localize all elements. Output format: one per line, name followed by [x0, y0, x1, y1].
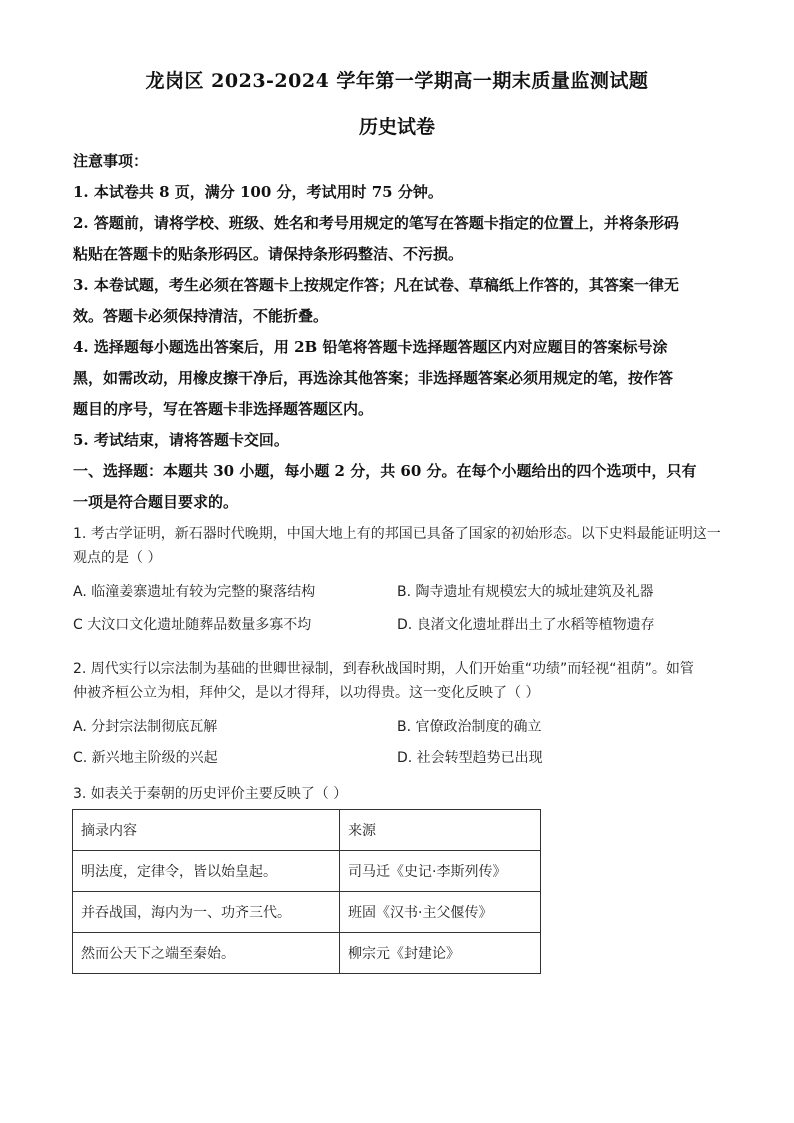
question-stem: 观点的是（ ）	[73, 550, 162, 566]
option-b: B. 官僚政治制度的确立	[397, 719, 542, 735]
instructions	[73, 148, 723, 515]
option-a: A. 分封宗法制彻底瓦解	[73, 719, 218, 735]
option-d: D. 社会转型趋势已出现	[397, 750, 543, 766]
note-line: 4. 选择题每小题选出答案后，用 2B 铅笔将答题卡选择题答题区内对应题目的答案标号涂	[73, 338, 668, 356]
question-3	[73, 782, 723, 806]
note-line: 5. 考试结束，请将答题卡交回。	[73, 431, 289, 449]
note-line: 效。答题卡必须保持清洁，不能折叠。	[73, 307, 329, 325]
table-cell: 班固《汉书·主父偃传》	[340, 892, 541, 933]
question-stem: 2. 周代实行以宗法制为基础的世卿世禄制，到春秋战国时期，人们开始重“功绩”而轻视“祖荫”。如管	[73, 661, 694, 677]
table-header-cell: 摘录内容	[73, 810, 340, 851]
table-cell: 司马迁《史记·李斯列传》	[340, 851, 541, 892]
table-row	[73, 892, 541, 933]
table-cell: 然而公天下之端至秦始。	[73, 933, 340, 974]
notes-heading: 注意事项：	[73, 152, 149, 170]
exam-title: 龙岗区 2023-2024 学年第一学期高一期末质量监测试题	[145, 70, 649, 92]
question-stem: 1. 考古学证明，新石器时代晚期，中国大地上有的邦国已具备了国家的初始形态。以下史料最能证明这一	[73, 526, 721, 542]
table-cell: 柳宗元《封建论》	[340, 933, 541, 974]
option-c: C 大汶口文化遗址随葬品数量多寡不均	[73, 617, 312, 633]
section-heading-cont: 一项是符合题目要求的。	[73, 493, 239, 511]
table-row	[73, 933, 541, 974]
option-b: B. 陶寺遗址有规模宏大的城址建筑及礼器	[397, 584, 654, 600]
note-line: 黑，如需改动，用橡皮擦干净后，再选涂其他答案；非选择题答案必须用规定的笔，按作答	[73, 369, 674, 387]
question-stem: 仲被齐桓公立为相，拜仲父，是以才得拜，以功得贵。这一变化反映了（ ）	[73, 685, 540, 701]
table-row	[73, 851, 541, 892]
exam-subtitle: 历史试卷	[358, 116, 435, 138]
note-line: 粘贴在答题卡的贴条形码区。请保持条形码整洁、不污损。	[73, 245, 464, 263]
question-1	[73, 522, 723, 637]
table-cell: 并吞战国，海内为一、功齐三代。	[73, 892, 340, 933]
section-heading: 一、选择题：本题共 30 小题，每小题 2 分，共 60 分。在每个小题给出的四个选项中，只有	[73, 462, 697, 480]
question-2	[73, 657, 723, 770]
note-line: 2. 答题前，请将学校、班级、姓名和考号用规定的笔写在答题卡指定的位置上，并将条形码	[73, 214, 679, 232]
note-line: 1. 本试卷共 8 页，满分 100 分，考试用时 75 分钟。	[73, 183, 443, 201]
option-a: A. 临潼姜寨遗址有较为完整的聚落结构	[73, 584, 316, 600]
source-table	[72, 809, 541, 974]
note-line: 题目的序号，写在答题卡非选择题答题区内。	[73, 400, 374, 418]
table-cell: 明法度，定律令，皆以始皇起。	[73, 851, 340, 892]
note-line: 3. 本卷试题，考生必须在答题卡上按规定作答；凡在试卷、草稿纸上作答的，其答案一律无	[73, 276, 679, 294]
table-header-cell: 来源	[340, 810, 541, 851]
option-c: C. 新兴地主阶级的兴起	[73, 750, 218, 766]
table-header-row	[73, 810, 541, 851]
question-stem: 3. 如表关于秦朝的历史评价主要反映了（ ）	[73, 786, 348, 802]
option-d: D. 良渚文化遗址群出土了水稻等植物遗存	[397, 617, 655, 633]
